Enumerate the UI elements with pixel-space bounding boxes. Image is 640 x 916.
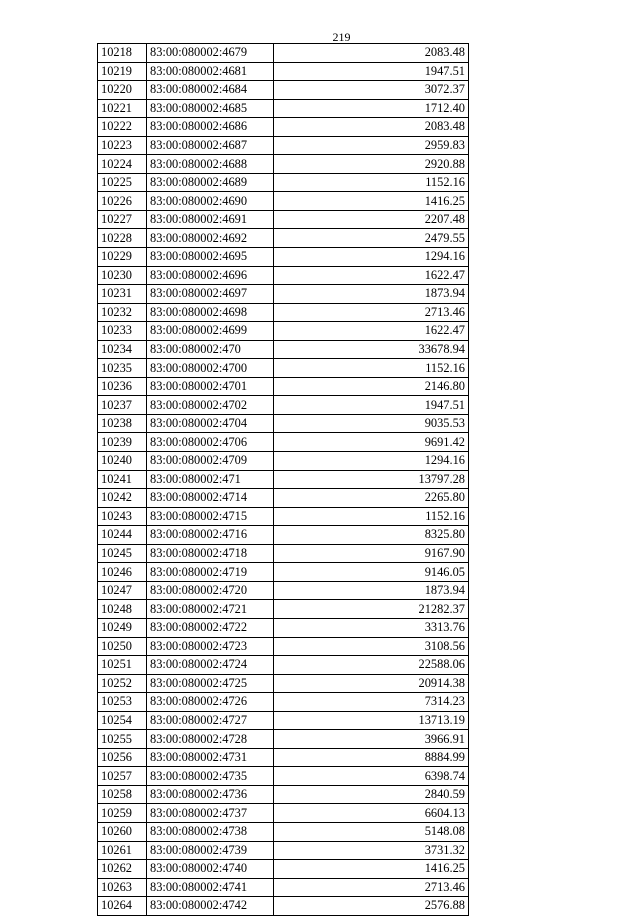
value-cell: 1152.16 bbox=[274, 173, 469, 192]
cadastral-number-cell: 83:00:080002:4741 bbox=[147, 878, 274, 897]
value-cell: 3731.32 bbox=[274, 841, 469, 860]
table-row bbox=[98, 711, 469, 730]
table-row bbox=[98, 44, 469, 63]
cadastral-number-cell: 83:00:080002:4701 bbox=[147, 377, 274, 396]
cadastral-number-cell: 83:00:080002:4739 bbox=[147, 841, 274, 860]
value-cell: 1622.47 bbox=[274, 322, 469, 341]
table-row bbox=[98, 173, 469, 192]
cadastral-number-cell: 83:00:080002:4679 bbox=[147, 44, 274, 63]
value-cell: 9167.90 bbox=[274, 544, 469, 563]
table-row bbox=[98, 452, 469, 471]
row-number-cell: 10231 bbox=[98, 285, 147, 304]
row-number-cell: 10229 bbox=[98, 248, 147, 267]
row-number-cell: 10226 bbox=[98, 192, 147, 211]
table-row bbox=[98, 303, 469, 322]
value-cell: 2083.48 bbox=[274, 44, 469, 63]
value-cell: 2479.55 bbox=[274, 229, 469, 248]
row-number-cell: 10232 bbox=[98, 303, 147, 322]
cadastral-number-cell: 83:00:080002:4698 bbox=[147, 303, 274, 322]
row-number-cell: 10251 bbox=[98, 656, 147, 675]
row-number-cell: 10242 bbox=[98, 489, 147, 508]
value-cell: 1947.51 bbox=[274, 62, 469, 81]
table-body bbox=[98, 44, 469, 916]
value-cell: 1294.16 bbox=[274, 248, 469, 267]
table-row bbox=[98, 155, 469, 174]
table-row bbox=[98, 359, 469, 378]
cadastral-number-cell: 83:00:080002:470 bbox=[147, 340, 274, 359]
value-cell: 9691.42 bbox=[274, 433, 469, 452]
cadastral-number-cell: 83:00:080002:4722 bbox=[147, 618, 274, 637]
row-number-cell: 10227 bbox=[98, 210, 147, 229]
row-number-cell: 10246 bbox=[98, 563, 147, 582]
cadastral-number-cell: 83:00:080002:4696 bbox=[147, 266, 274, 285]
table-row bbox=[98, 730, 469, 749]
value-cell: 2146.80 bbox=[274, 377, 469, 396]
row-number-cell: 10258 bbox=[98, 785, 147, 804]
table-row bbox=[98, 340, 469, 359]
table-row bbox=[98, 693, 469, 712]
cadastral-number-cell: 83:00:080002:4728 bbox=[147, 730, 274, 749]
table-row bbox=[98, 581, 469, 600]
table-row bbox=[98, 210, 469, 229]
value-cell: 13797.28 bbox=[274, 470, 469, 489]
row-number-cell: 10247 bbox=[98, 581, 147, 600]
row-number-cell: 10253 bbox=[98, 693, 147, 712]
table-row bbox=[98, 322, 469, 341]
row-number-cell: 10255 bbox=[98, 730, 147, 749]
value-cell: 2576.88 bbox=[274, 897, 469, 916]
table-row bbox=[98, 618, 469, 637]
cadastral-number-cell: 83:00:080002:4723 bbox=[147, 637, 274, 656]
table-row bbox=[98, 841, 469, 860]
cadastral-number-cell: 83:00:080002:4735 bbox=[147, 767, 274, 786]
row-number-cell: 10220 bbox=[98, 81, 147, 100]
cadastral-number-cell: 83:00:080002:4736 bbox=[147, 785, 274, 804]
cadastral-number-cell: 83:00:080002:4720 bbox=[147, 581, 274, 600]
value-cell: 1947.51 bbox=[274, 396, 469, 415]
cadastral-number-cell: 83:00:080002:4690 bbox=[147, 192, 274, 211]
row-number-cell: 10219 bbox=[98, 62, 147, 81]
table-row bbox=[98, 822, 469, 841]
row-number-cell: 10263 bbox=[98, 878, 147, 897]
value-cell: 2840.59 bbox=[274, 785, 469, 804]
row-number-cell: 10250 bbox=[98, 637, 147, 656]
cadastral-number-cell: 83:00:080002:4697 bbox=[147, 285, 274, 304]
cadastral-number-cell: 83:00:080002:4681 bbox=[147, 62, 274, 81]
value-cell: 8325.80 bbox=[274, 526, 469, 545]
value-cell: 7314.23 bbox=[274, 693, 469, 712]
table-row bbox=[98, 62, 469, 81]
cadastral-number-cell: 83:00:080002:4702 bbox=[147, 396, 274, 415]
value-cell: 1416.25 bbox=[274, 860, 469, 879]
cadastral-number-cell: 83:00:080002:4691 bbox=[147, 210, 274, 229]
data-table bbox=[97, 43, 469, 916]
row-number-cell: 10260 bbox=[98, 822, 147, 841]
cadastral-number-cell: 83:00:080002:4685 bbox=[147, 99, 274, 118]
table-row bbox=[98, 637, 469, 656]
table-row bbox=[98, 248, 469, 267]
value-cell: 1416.25 bbox=[274, 192, 469, 211]
table-row bbox=[98, 563, 469, 582]
cadastral-number-cell: 83:00:080002:4719 bbox=[147, 563, 274, 582]
row-number-cell: 10257 bbox=[98, 767, 147, 786]
row-number-cell: 10233 bbox=[98, 322, 147, 341]
cadastral-number-cell: 83:00:080002:4699 bbox=[147, 322, 274, 341]
value-cell: 3108.56 bbox=[274, 637, 469, 656]
cadastral-number-cell: 83:00:080002:4687 bbox=[147, 136, 274, 155]
cadastral-number-cell: 83:00:080002:4692 bbox=[147, 229, 274, 248]
row-number-cell: 10259 bbox=[98, 804, 147, 823]
cadastral-number-cell: 83:00:080002:4738 bbox=[147, 822, 274, 841]
value-cell: 1152.16 bbox=[274, 359, 469, 378]
row-number-cell: 10225 bbox=[98, 173, 147, 192]
page-number: 219 bbox=[332, 30, 351, 44]
value-cell: 3072.37 bbox=[274, 81, 469, 100]
value-cell: 2959.83 bbox=[274, 136, 469, 155]
table-row bbox=[98, 897, 469, 916]
table-row bbox=[98, 674, 469, 693]
cadastral-number-cell: 83:00:080002:4742 bbox=[147, 897, 274, 916]
value-cell: 6604.13 bbox=[274, 804, 469, 823]
value-cell: 22588.06 bbox=[274, 656, 469, 675]
table-row bbox=[98, 377, 469, 396]
value-cell: 9146.05 bbox=[274, 563, 469, 582]
value-cell: 1712.40 bbox=[274, 99, 469, 118]
row-number-cell: 10222 bbox=[98, 118, 147, 137]
value-cell: 3313.76 bbox=[274, 618, 469, 637]
table-row bbox=[98, 285, 469, 304]
row-number-cell: 10248 bbox=[98, 600, 147, 619]
cadastral-number-cell: 83:00:080002:4695 bbox=[147, 248, 274, 267]
table-row bbox=[98, 526, 469, 545]
table-row bbox=[98, 785, 469, 804]
table-row bbox=[98, 804, 469, 823]
row-number-cell: 10224 bbox=[98, 155, 147, 174]
cadastral-number-cell: 83:00:080002:471 bbox=[147, 470, 274, 489]
cadastral-number-cell: 83:00:080002:4731 bbox=[147, 748, 274, 767]
table-row bbox=[98, 489, 469, 508]
value-cell: 5148.08 bbox=[274, 822, 469, 841]
row-number-cell: 10262 bbox=[98, 860, 147, 879]
table-row bbox=[98, 748, 469, 767]
row-number-cell: 10238 bbox=[98, 414, 147, 433]
row-number-cell: 10254 bbox=[98, 711, 147, 730]
table-row bbox=[98, 192, 469, 211]
table-row bbox=[98, 433, 469, 452]
value-cell: 8884.99 bbox=[274, 748, 469, 767]
table-row bbox=[98, 118, 469, 137]
cadastral-number-cell: 83:00:080002:4709 bbox=[147, 452, 274, 471]
cadastral-number-cell: 83:00:080002:4718 bbox=[147, 544, 274, 563]
value-cell: 2920.88 bbox=[274, 155, 469, 174]
cadastral-number-cell: 83:00:080002:4737 bbox=[147, 804, 274, 823]
row-number-cell: 10237 bbox=[98, 396, 147, 415]
table-row bbox=[98, 878, 469, 897]
table-row bbox=[98, 767, 469, 786]
cadastral-number-cell: 83:00:080002:4689 bbox=[147, 173, 274, 192]
value-cell: 13713.19 bbox=[274, 711, 469, 730]
cadastral-number-cell: 83:00:080002:4716 bbox=[147, 526, 274, 545]
value-cell: 6398.74 bbox=[274, 767, 469, 786]
cadastral-number-cell: 83:00:080002:4721 bbox=[147, 600, 274, 619]
cadastral-number-cell: 83:00:080002:4688 bbox=[147, 155, 274, 174]
cadastral-number-cell: 83:00:080002:4684 bbox=[147, 81, 274, 100]
value-cell: 2265.80 bbox=[274, 489, 469, 508]
row-number-cell: 10245 bbox=[98, 544, 147, 563]
value-cell: 1294.16 bbox=[274, 452, 469, 471]
row-number-cell: 10264 bbox=[98, 897, 147, 916]
row-number-cell: 10243 bbox=[98, 507, 147, 526]
table-row bbox=[98, 470, 469, 489]
value-cell: 2713.46 bbox=[274, 303, 469, 322]
row-number-cell: 10234 bbox=[98, 340, 147, 359]
cadastral-number-cell: 83:00:080002:4727 bbox=[147, 711, 274, 730]
cadastral-number-cell: 83:00:080002:4724 bbox=[147, 656, 274, 675]
row-number-cell: 10256 bbox=[98, 748, 147, 767]
table-row bbox=[98, 229, 469, 248]
row-number-cell: 10235 bbox=[98, 359, 147, 378]
cadastral-number-cell: 83:00:080002:4706 bbox=[147, 433, 274, 452]
cadastral-number-cell: 83:00:080002:4686 bbox=[147, 118, 274, 137]
value-cell: 2713.46 bbox=[274, 878, 469, 897]
row-number-cell: 10228 bbox=[98, 229, 147, 248]
value-cell: 21282.37 bbox=[274, 600, 469, 619]
table-row bbox=[98, 136, 469, 155]
row-number-cell: 10230 bbox=[98, 266, 147, 285]
table-row bbox=[98, 507, 469, 526]
value-cell: 3966.91 bbox=[274, 730, 469, 749]
table-row bbox=[98, 414, 469, 433]
table-row bbox=[98, 544, 469, 563]
value-cell: 1873.94 bbox=[274, 285, 469, 304]
row-number-cell: 10239 bbox=[98, 433, 147, 452]
cadastral-number-cell: 83:00:080002:4725 bbox=[147, 674, 274, 693]
value-cell: 2207.48 bbox=[274, 210, 469, 229]
cadastral-number-cell: 83:00:080002:4715 bbox=[147, 507, 274, 526]
cadastral-number-cell: 83:00:080002:4740 bbox=[147, 860, 274, 879]
value-cell: 1152.16 bbox=[274, 507, 469, 526]
row-number-cell: 10236 bbox=[98, 377, 147, 396]
cadastral-number-cell: 83:00:080002:4726 bbox=[147, 693, 274, 712]
row-number-cell: 10223 bbox=[98, 136, 147, 155]
table-row bbox=[98, 99, 469, 118]
table-row bbox=[98, 396, 469, 415]
cadastral-number-cell: 83:00:080002:4700 bbox=[147, 359, 274, 378]
value-cell: 1622.47 bbox=[274, 266, 469, 285]
cadastral-number-cell: 83:00:080002:4714 bbox=[147, 489, 274, 508]
table-row bbox=[98, 81, 469, 100]
row-number-cell: 10252 bbox=[98, 674, 147, 693]
value-cell: 2083.48 bbox=[274, 118, 469, 137]
table-row bbox=[98, 656, 469, 675]
value-cell: 33678.94 bbox=[274, 340, 469, 359]
row-number-cell: 10221 bbox=[98, 99, 147, 118]
row-number-cell: 10244 bbox=[98, 526, 147, 545]
table-row bbox=[98, 860, 469, 879]
row-number-cell: 10261 bbox=[98, 841, 147, 860]
table-row bbox=[98, 266, 469, 285]
value-cell: 9035.53 bbox=[274, 414, 469, 433]
row-number-cell: 10218 bbox=[98, 44, 147, 63]
row-number-cell: 10241 bbox=[98, 470, 147, 489]
value-cell: 20914.38 bbox=[274, 674, 469, 693]
cadastral-number-cell: 83:00:080002:4704 bbox=[147, 414, 274, 433]
value-cell: 1873.94 bbox=[274, 581, 469, 600]
row-number-cell: 10249 bbox=[98, 618, 147, 637]
table-row bbox=[98, 600, 469, 619]
row-number-cell: 10240 bbox=[98, 452, 147, 471]
